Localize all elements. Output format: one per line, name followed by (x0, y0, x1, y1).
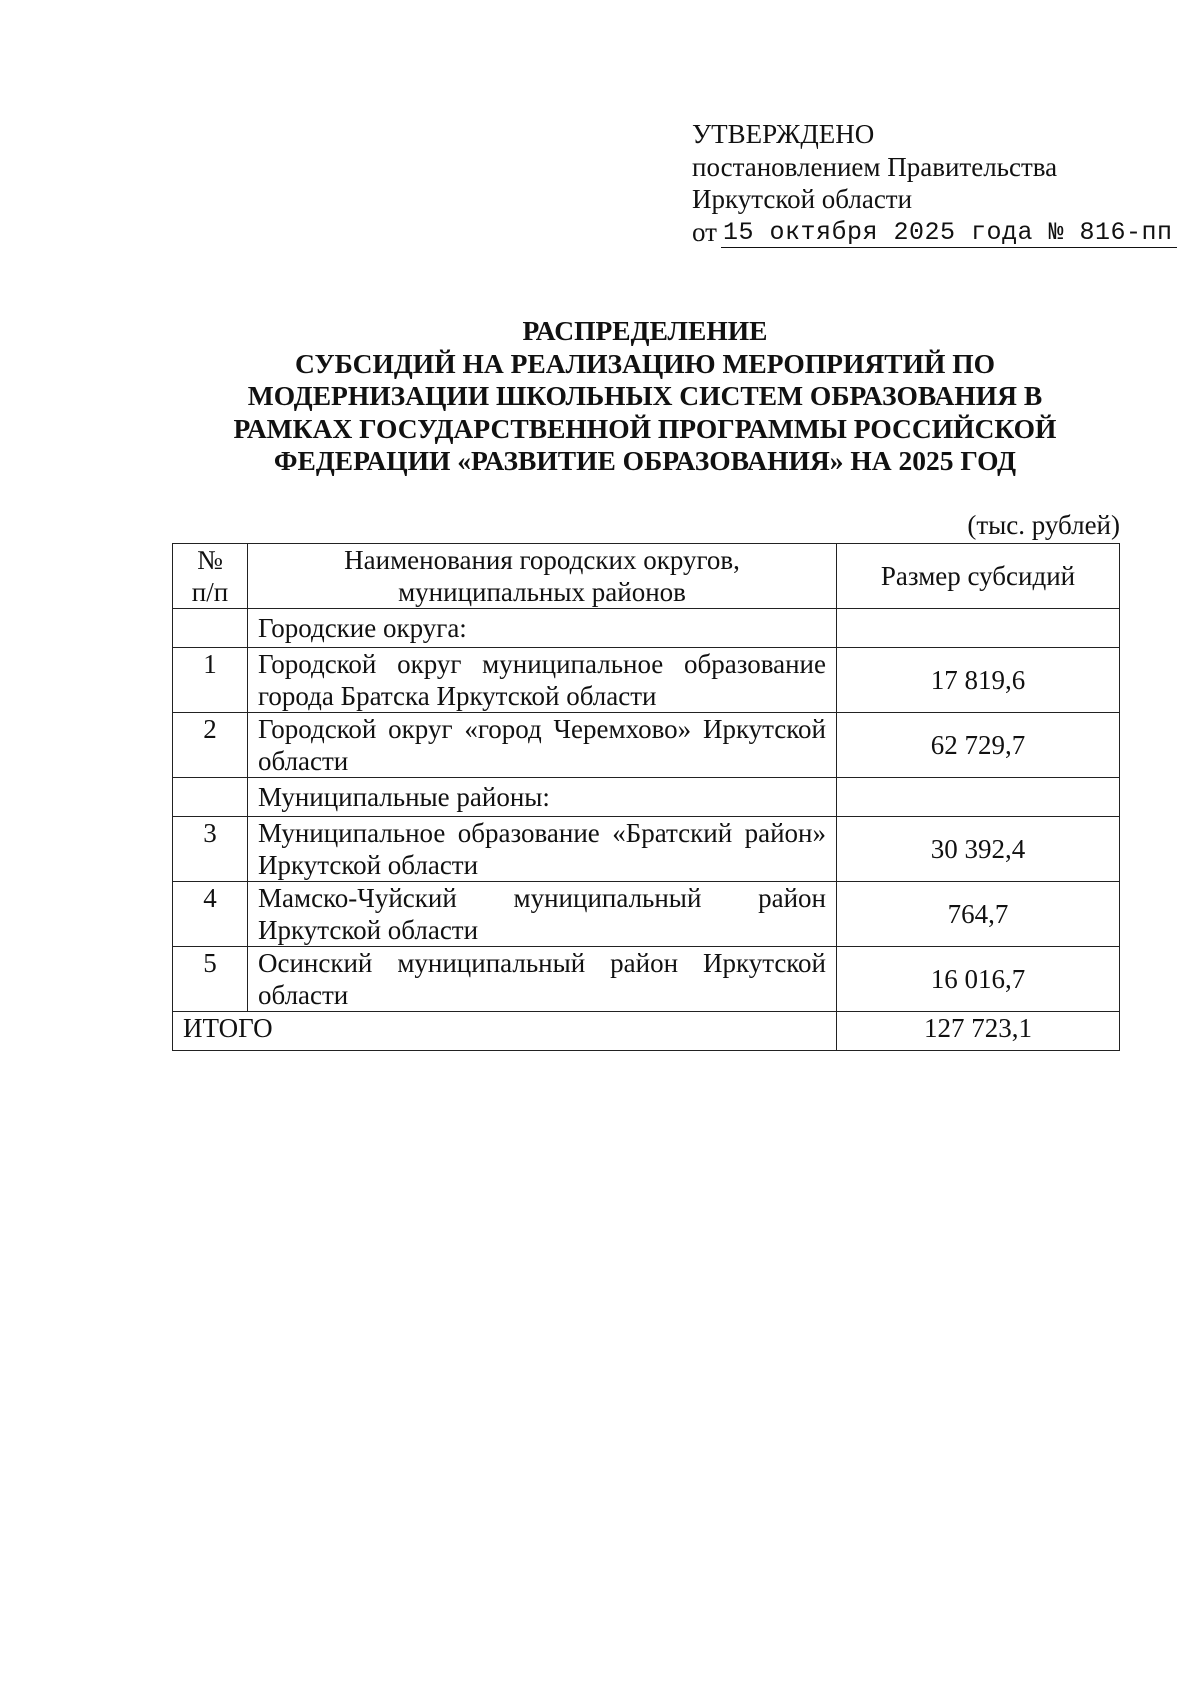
title-line-2: СУБСИДИЙ НА РЕАЛИЗАЦИЮ МЕРОПРИЯТИЙ ПО (294, 347, 996, 379)
date-prefix: от (692, 216, 717, 247)
header-value: Размер субсидий (837, 544, 1120, 609)
row-name: Городской округ «город Черемхово» Иркутской области (248, 713, 837, 778)
table-row (173, 648, 1120, 713)
approval-stamp (692, 118, 1173, 248)
table-row (173, 817, 1120, 882)
row-name: Городской округ муниципальное образование города Братска Иркутской области (248, 648, 837, 713)
title-line-5: ФЕДЕРАЦИИ «РАЗВИТИЕ ОБРАЗОВАНИЯ» НА 2025 ГОД (273, 445, 1017, 476)
title-line-4: РАМКАХ ГОСУДАРСТВЕННОЙ ПРОГРАММЫ РОССИЙСКОЙ (233, 412, 1057, 444)
approval-region: Иркутской области (692, 184, 913, 214)
group-label: Городские округа: (248, 609, 837, 648)
decree-date-number: 15 октября 2025 года № 816-пп (721, 219, 1177, 248)
row-value: 764,7 (837, 882, 1120, 947)
row-name: Осинский муниципальный район Иркутской области (248, 947, 837, 1012)
header-name: Наименования городских округов, муниципальных районов (248, 544, 837, 609)
total-value: 127 723,1 (837, 1012, 1120, 1051)
title-line-3: МОДЕРНИЗАЦИИ ШКОЛЬНЫХ СИСТЕМ ОБРАЗОВАНИЯ В (247, 380, 1043, 411)
table-row (173, 947, 1120, 1012)
row-value: 17 819,6 (837, 648, 1120, 713)
row-name: Муниципальное образование «Братский район» Иркутской области (248, 817, 837, 882)
table-row (173, 713, 1120, 778)
total-label: ИТОГО (173, 1012, 837, 1051)
unit-label: (тыс. рублей) (967, 510, 1120, 540)
row-value: 30 392,4 (837, 817, 1120, 882)
row-num: 1 (173, 648, 248, 713)
row-name: Мамско-Чуйский муниципальный район Иркутской области (248, 882, 837, 947)
approval-date-line (692, 216, 1173, 249)
approval-title: УТВЕРЖДЕНО (692, 119, 875, 149)
row-num: 3 (173, 817, 248, 882)
row-num: 4 (173, 882, 248, 947)
row-value: 16 016,7 (837, 947, 1120, 1012)
table-header-row (173, 544, 1120, 609)
group-row-municipal-districts (173, 778, 1120, 817)
header-num: № п/п (173, 544, 248, 609)
row-num: 2 (173, 713, 248, 778)
group-row-city-districts (173, 609, 1120, 648)
total-row (173, 1012, 1120, 1051)
title-line-1: РАСПРЕДЕЛЕНИЕ (522, 315, 768, 346)
approval-by: постановлением Правительства (692, 151, 1058, 182)
row-num: 5 (173, 947, 248, 1012)
table-row (173, 882, 1120, 947)
subsidy-table (172, 543, 1120, 1051)
document-title (140, 315, 1150, 478)
group-label: Муниципальные районы: (248, 778, 837, 817)
row-value: 62 729,7 (837, 713, 1120, 778)
